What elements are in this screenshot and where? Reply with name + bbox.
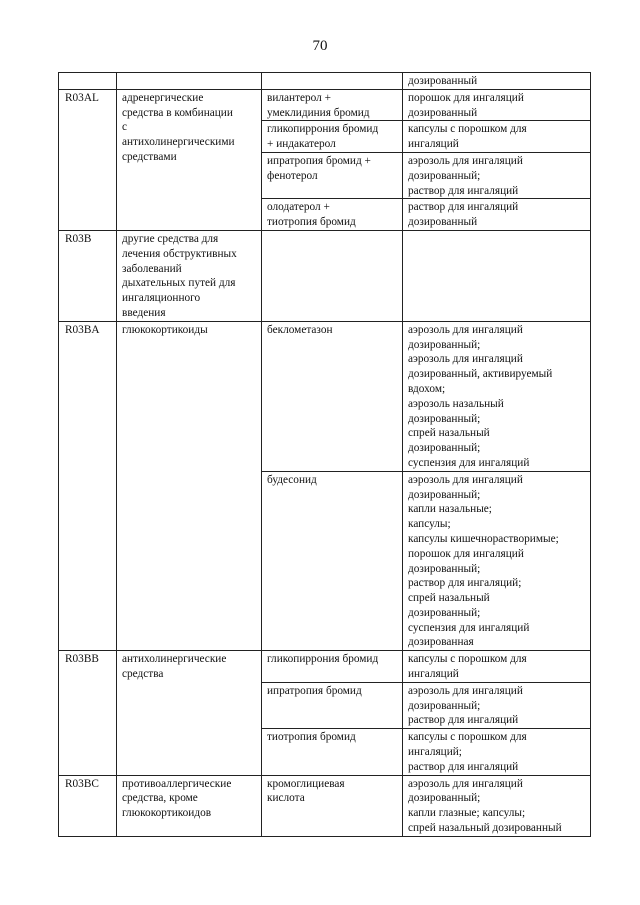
- text-line: дозированный: [408, 216, 478, 229]
- text-line: дозированная: [408, 636, 474, 649]
- text-line: средства: [122, 668, 164, 681]
- text-line: другие средства для: [122, 232, 219, 245]
- text-line: дозированный: [408, 106, 478, 119]
- text-line: вилантерол +: [267, 91, 332, 104]
- text-line: спрей назальный: [408, 427, 490, 440]
- atc-code-cell: [59, 651, 117, 775]
- text-line: суспензия для ингаляций: [408, 621, 530, 634]
- text-line: тиотропия бромид: [267, 731, 356, 744]
- text-line: глюкокортикоиды: [122, 323, 208, 336]
- drug-name-cell: [262, 230, 403, 321]
- text-line: дыхательных путей для: [122, 277, 236, 290]
- table-row: [59, 651, 591, 683]
- text-line: аэрозоль для ингаляций: [408, 323, 523, 336]
- drug-name-cell: [262, 321, 403, 471]
- text-line: дозированный;: [408, 338, 481, 351]
- drug-name-cell: [262, 199, 403, 231]
- table-row: [59, 230, 591, 321]
- dosage-forms-cell: [403, 89, 591, 121]
- dosage-forms-cell: [403, 775, 591, 836]
- text-line: вдохом;: [408, 382, 446, 395]
- text-line: раствор для ингаляций: [408, 184, 519, 197]
- text-line: дозированный;: [408, 169, 481, 182]
- drug-name-cell: [262, 682, 403, 728]
- text-line: капли глазные; капсулы;: [408, 807, 526, 820]
- text-line: глюкокортикоидов: [122, 807, 212, 820]
- text-line: средства, кроме: [122, 792, 198, 805]
- drug-name-cell: [262, 152, 403, 198]
- drug-name-cell: [262, 471, 403, 651]
- text-line: дозированный;: [408, 792, 481, 805]
- text-line: адренергические: [122, 91, 204, 104]
- text-line: раствор для ингаляций;: [408, 577, 522, 590]
- pharmacological-group-cell: [117, 73, 262, 90]
- text-line: капли назальные;: [408, 503, 492, 516]
- page-number: 70: [312, 38, 328, 54]
- dosage-forms-cell: [403, 471, 591, 651]
- atc-code-cell: [59, 775, 117, 836]
- text-line: гликопиррония бромид: [267, 123, 379, 136]
- text-line: антихолинергические: [122, 653, 227, 666]
- atc-code-cell: [59, 321, 117, 651]
- drug-name-cell: [262, 729, 403, 775]
- drug-name-cell: [262, 651, 403, 683]
- text-line: капсулы кишечнорастворимые;: [408, 532, 559, 545]
- table-row: [59, 321, 591, 471]
- text-line: R03BA: [65, 323, 100, 336]
- pharmacological-group-cell: [117, 321, 262, 651]
- text-line: капсулы с порошком для: [408, 653, 527, 666]
- drug-name-cell: [262, 89, 403, 121]
- text-line: аэрозоль для ингаляций: [408, 473, 523, 486]
- text-line: ингаляций: [408, 138, 459, 151]
- pharmacological-group-cell: [117, 89, 262, 230]
- text-line: лечения обструктивных: [122, 247, 237, 260]
- drug-name-cell: [262, 121, 403, 153]
- text-line: R03BB: [65, 653, 99, 666]
- text-line: будесонид: [267, 473, 317, 486]
- text-line: аэрозоль для ингаляций: [408, 684, 523, 697]
- text-line: аэрозоль назальный: [408, 397, 504, 410]
- text-line: заболеваний: [122, 262, 182, 275]
- dosage-forms-cell: [403, 152, 591, 198]
- dosage-forms-cell: [403, 230, 591, 321]
- text-line: дозированный;: [408, 606, 481, 619]
- text-line: дозированный;: [408, 562, 481, 575]
- text-line: гликопиррония бромид: [267, 653, 379, 666]
- text-line: раствор для ингаляций: [408, 760, 519, 773]
- text-line: ингаляций;: [408, 746, 462, 759]
- text-line: ипратропия бромид +: [267, 154, 371, 167]
- atc-code-cell: [59, 89, 117, 230]
- text-line: аэрозоль для ингаляций: [408, 353, 523, 366]
- table-row: [59, 89, 591, 121]
- text-line: спрей назальный: [408, 592, 490, 605]
- text-line: раствор для ингаляций: [408, 201, 519, 214]
- text-line: ипратропия бромид: [267, 684, 362, 697]
- table-row: [59, 73, 591, 90]
- text-line: фенотерол: [267, 169, 318, 182]
- text-line: введения: [122, 306, 166, 319]
- text-line: антихолинергическими: [122, 136, 235, 149]
- drug-name-cell: [262, 775, 403, 836]
- text-line: дозированный;: [408, 442, 481, 455]
- pharmacological-group-cell: [117, 775, 262, 836]
- dosage-forms-cell: [403, 682, 591, 728]
- text-line: средства в комбинации: [122, 106, 233, 119]
- text-line: капсулы с порошком для: [408, 123, 527, 136]
- dosage-forms-cell: [403, 199, 591, 231]
- text-line: ингаляционного: [122, 292, 201, 305]
- text-line: капсулы;: [408, 518, 451, 531]
- text-line: кислота: [267, 792, 305, 805]
- dosage-forms-cell: [403, 729, 591, 775]
- text-line: аэрозоль для ингаляций: [408, 154, 523, 167]
- text-line: кромоглициевая: [267, 777, 345, 790]
- drug-name-cell: [262, 73, 403, 90]
- dosage-forms-cell: [403, 651, 591, 683]
- text-line: капсулы с порошком для: [408, 731, 527, 744]
- dosage-forms-cell: [403, 73, 591, 90]
- text-line: противоаллергические: [122, 777, 232, 790]
- text-line: аэрозоль для ингаляций: [408, 777, 523, 790]
- text-line: порошок для ингаляций: [408, 91, 524, 104]
- text-line: ингаляций: [408, 668, 459, 681]
- drug-table: [58, 72, 591, 837]
- text-line: R03AL: [65, 91, 99, 104]
- text-line: дозированный;: [408, 488, 481, 501]
- pharmacological-group-cell: [117, 651, 262, 775]
- text-line: спрей назальный дозированный: [408, 822, 562, 835]
- dosage-forms-cell: [403, 121, 591, 153]
- text-line: порошок для ингаляций: [408, 547, 524, 560]
- text-line: тиотропия бромид: [267, 216, 356, 229]
- table-row: [59, 775, 591, 836]
- text-line: суспензия для ингаляций: [408, 456, 530, 469]
- text-line: дозированный: [408, 75, 478, 87]
- text-line: дозированный, активируемый: [408, 368, 553, 381]
- text-line: дозированный;: [408, 412, 481, 425]
- text-line: с: [122, 121, 128, 134]
- pharmacological-group-cell: [117, 230, 262, 321]
- atc-code-cell: [59, 73, 117, 90]
- text-line: беклометазон: [267, 323, 333, 336]
- dosage-forms-cell: [403, 321, 591, 471]
- atc-code-cell: [59, 230, 117, 321]
- text-line: дозированный;: [408, 699, 481, 712]
- text-line: + индакатерол: [267, 138, 336, 151]
- text-line: умеклидиния бромид: [267, 106, 370, 119]
- text-line: олодатерол +: [267, 201, 330, 214]
- text-line: средствами: [122, 150, 177, 163]
- text-line: R03B: [65, 232, 92, 245]
- text-line: R03BC: [65, 777, 99, 790]
- text-line: раствор для ингаляций: [408, 714, 519, 727]
